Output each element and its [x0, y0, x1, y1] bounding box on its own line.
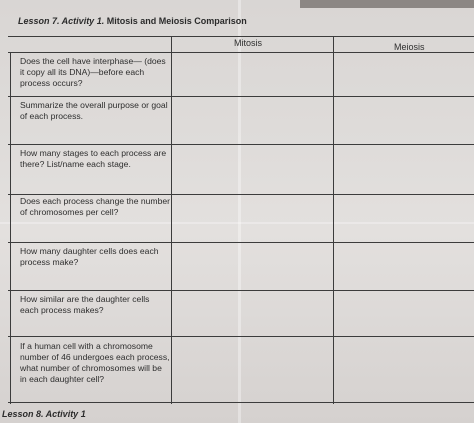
answer-mitosis-similarity[interactable] [172, 291, 332, 336]
lesson-subject: Mitosis and Meiosis Comparison [106, 16, 247, 26]
answer-meiosis-chromosome-number[interactable] [334, 337, 474, 402]
answer-meiosis-similarity[interactable] [334, 291, 474, 336]
lesson-label: Lesson 7. Activity 1. [18, 16, 105, 26]
paper-edge-shadow [300, 0, 474, 8]
question-interphase: Does the cell have interphase— (does it copy all its DNA)—before each process occurs? [20, 56, 166, 88]
question-purpose: Summarize the overall purpose or goal of each process. [20, 100, 168, 121]
question-chromosome-number: If a human cell with a chromosome number of 46 undergoes each process, what number of chromosomes will be in each daughter cell? [20, 341, 170, 384]
answer-meiosis-interphase[interactable] [334, 53, 474, 96]
next-lesson-heading: Lesson 8. Activity 1 [2, 409, 86, 419]
question-stages: How many stages to each process are there? List/name each stage. [20, 148, 167, 169]
answer-meiosis-purpose[interactable] [334, 97, 474, 144]
header-meiosis: Meiosis [394, 42, 425, 52]
answer-mitosis-interphase[interactable] [172, 53, 332, 96]
answer-mitosis-chromosome-change[interactable] [172, 195, 332, 242]
answer-mitosis-chromosome-number[interactable] [172, 337, 332, 402]
answer-meiosis-daughter-count[interactable] [334, 243, 474, 290]
question-chromosome-change: Does each process change the number of chromosomes per cell? [20, 196, 171, 217]
question-daughter-cells-similarity: How similar are the daughter cells each process makes? [20, 294, 150, 315]
answer-meiosis-chromosome-change[interactable] [334, 195, 474, 242]
table-border-bottom [8, 402, 474, 403]
comparison-table [8, 36, 474, 404]
answer-mitosis-stages[interactable] [172, 145, 332, 194]
header-mitosis: Mitosis [234, 38, 263, 48]
table-border-left [10, 52, 11, 404]
table-border-top [8, 36, 474, 37]
question-daughter-cells-count: How many daughter cells does each process make? [20, 246, 159, 267]
answer-mitosis-purpose[interactable] [172, 97, 332, 144]
worksheet-title [18, 16, 247, 26]
answer-meiosis-stages[interactable] [334, 145, 474, 194]
answer-mitosis-daughter-count[interactable] [172, 243, 332, 290]
